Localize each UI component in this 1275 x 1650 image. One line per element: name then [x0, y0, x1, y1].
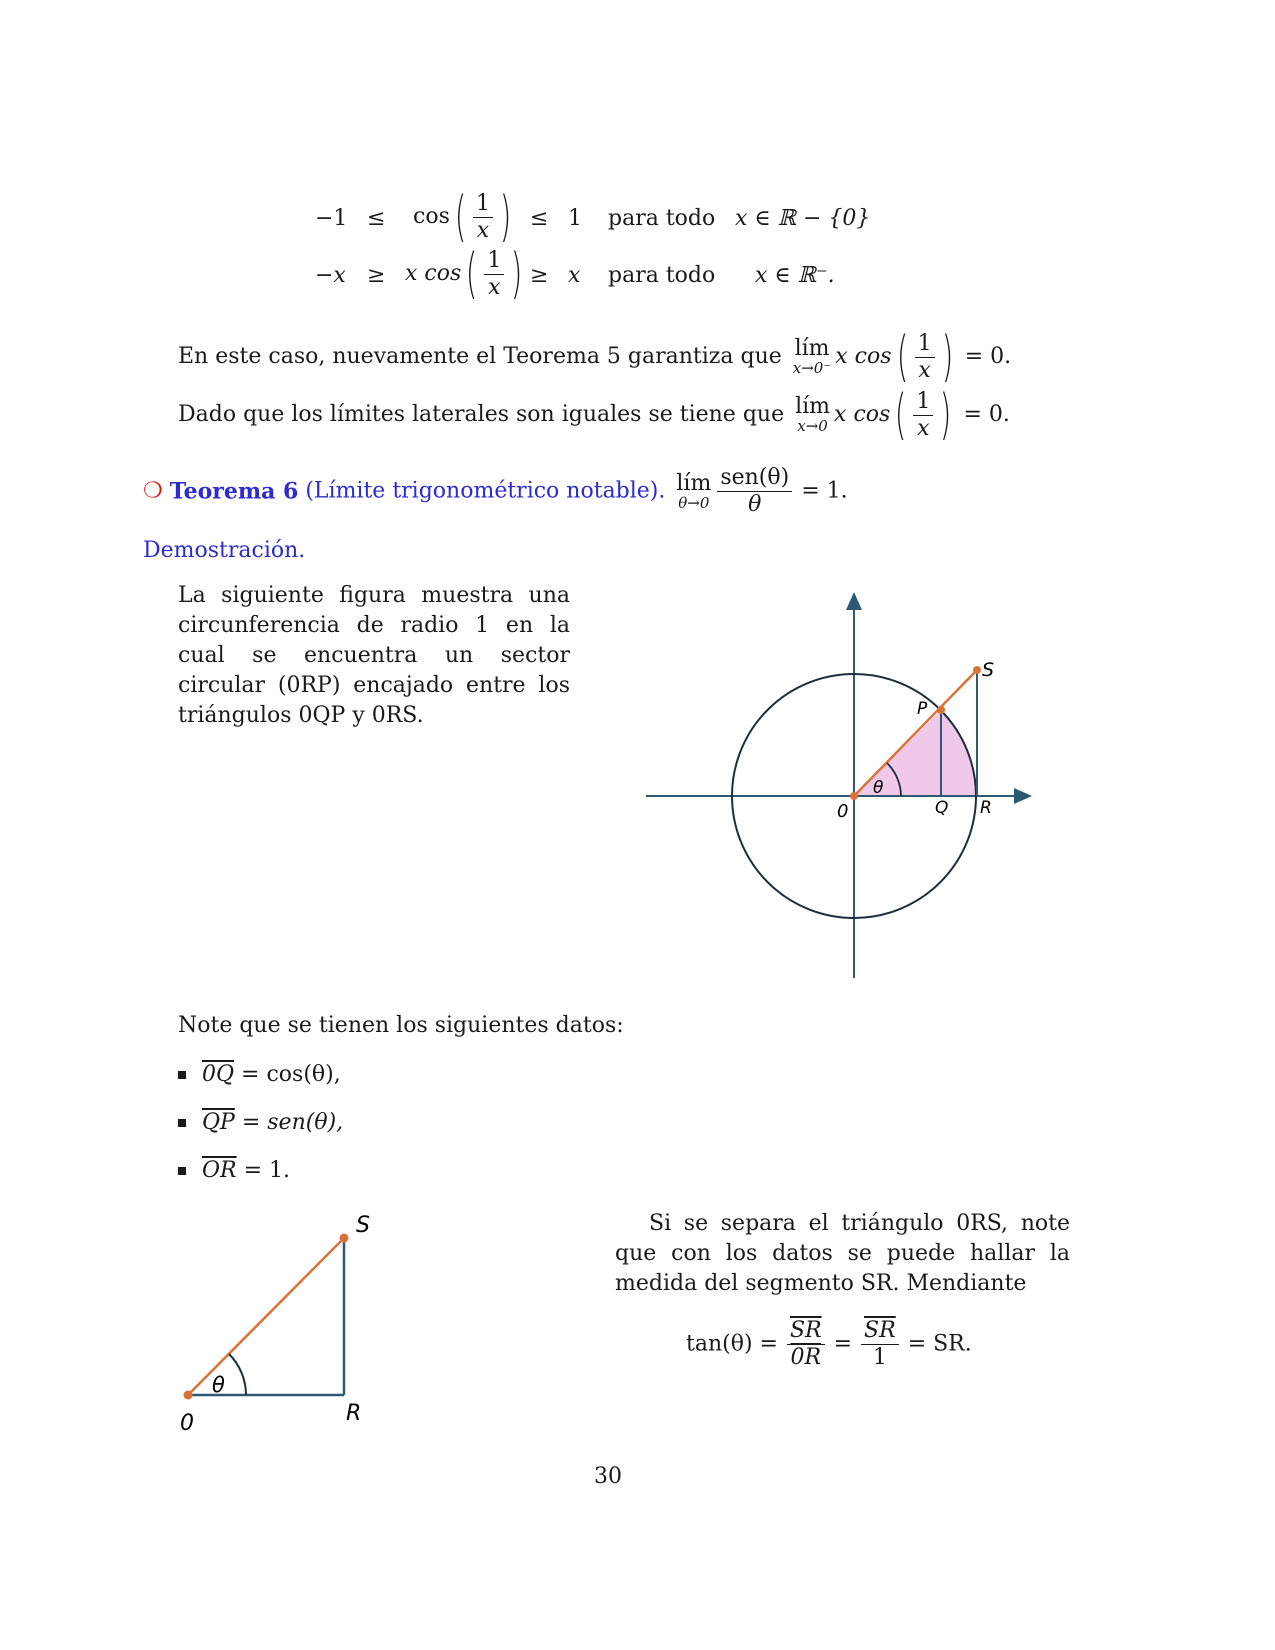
proof-heading: Demostración.: [143, 538, 306, 563]
separation-paragraph: Si se separa el triángulo 0RS, note que con los datos se puede hallar la medida del segmento SR. Mendiante: [615, 1211, 1070, 1296]
theorem-title: Teorema 6: [169, 478, 299, 505]
ineq1-op1: ≤: [367, 206, 386, 231]
theorem-fraction: $\frac{\text{sen(θ)}}{\theta}$: [717, 465, 792, 518]
limit-left-operator: lím x→0⁻: [792, 336, 832, 377]
ineq2-lhs: −x: [315, 263, 346, 288]
label-r: R: [980, 798, 992, 818]
tan-result: = SR.: [907, 1331, 972, 1357]
bullet-icon: [178, 1071, 186, 1079]
ineq2-cond: x ∈ ℝ⁻.: [755, 263, 835, 288]
unit-circle-figure: [640, 585, 1040, 985]
theorem-6: [143, 465, 848, 518]
label-0: 0: [837, 801, 849, 822]
limit-both-operator: lím x→0: [795, 394, 831, 435]
bullet-icon: [178, 1167, 186, 1175]
label-q: Q: [935, 798, 949, 818]
intro-paragraph: La siguiente figura muestra una circunferencia de radio 1 en la cual se encuentra un sector circular (0RP) encajado entre los triángulos 0QP y 0RS.: [178, 583, 570, 728]
ineq2-xcos: x cos( $\frac{1}{x}$ ): [405, 242, 523, 305]
label-r-2: R: [346, 1401, 362, 1426]
limit-left-text: En este caso, nuevamente el Teorema 5 garantiza que: [178, 344, 782, 369]
bullet-or: $\overline{OR} = 1$.: [178, 1156, 290, 1186]
limit-left-func: x cos: [835, 344, 892, 369]
label-s: S: [982, 659, 995, 681]
page-number: 30: [594, 1464, 622, 1489]
label-theta: θ: [873, 778, 884, 798]
limit-left-line: En este caso, nuevamente el Teorema 5 garantiza que lím x→0⁻ x cos( $\frac{1}{x}$ ) = 0.: [178, 325, 1012, 388]
point-s-2: [340, 1234, 349, 1243]
label-s-2: S: [356, 1213, 370, 1238]
ineq1-op2: ≤: [530, 206, 549, 231]
tan-equation: tan(θ) = $\frac{\overline{SR}}{0R}$ = $\frac{\overline{SR}}{1}$ = SR.: [686, 1318, 972, 1370]
bullet-qp: $\overline{QP} = sen(\theta)$,: [178, 1108, 343, 1138]
triangle-figure: [170, 1205, 390, 1445]
limit-both-line: Dado que los límites laterales son iguales se tiene que lím x→0 x cos( $\frac{1}{x}$ ) = 0.: [178, 383, 1010, 446]
theorem-marker-icon: ❍: [143, 478, 163, 504]
ineq2-rhs: x: [568, 263, 581, 288]
ineq1-lhs: −1: [315, 206, 348, 231]
limit-left-result: = 0.: [964, 344, 1012, 369]
limit-left-fraction: $\frac{1}{x}$: [915, 331, 935, 384]
limit-both-result: = 0.: [963, 402, 1010, 427]
point-0: [850, 792, 858, 800]
limit-both-fraction: $\frac{1}{x}$: [913, 389, 933, 442]
ineq1-text: para todo: [608, 206, 716, 231]
point-0-2: [184, 1391, 193, 1400]
angle-arc-2: [229, 1354, 246, 1395]
point-s: [973, 666, 981, 674]
ineq2-op1: ≥: [367, 263, 386, 288]
bullet-0q: 0Q = cos(θ),: [178, 1060, 341, 1090]
ineq1-rhs: 1: [568, 206, 582, 231]
label-p: P: [917, 699, 928, 719]
note-text: Note que se tienen los siguientes datos:: [178, 1013, 624, 1038]
limit-both-func: x cos: [834, 402, 891, 427]
point-p: [937, 706, 945, 714]
theorem-description: (Límite trigonométrico notable).: [305, 478, 666, 504]
theorem-result: = 1.: [801, 478, 848, 504]
ineq2-op2: ≥: [530, 263, 549, 288]
label-0-2: 0: [180, 1411, 194, 1436]
limit-both-text: Dado que los límites laterales son iguales se tiene que: [178, 402, 785, 427]
ineq1-cos: cos( $\frac{1}{x}$ ): [413, 185, 512, 248]
label-theta-2: θ: [212, 1373, 225, 1397]
ineq2-text: para todo: [608, 263, 716, 288]
theorem-limit: lím θ→0: [676, 470, 712, 512]
bullet-icon: [178, 1119, 186, 1127]
ineq1-cond: x ∈ ℝ − {0}: [735, 206, 871, 231]
segment-0s-orange: [188, 1238, 344, 1395]
